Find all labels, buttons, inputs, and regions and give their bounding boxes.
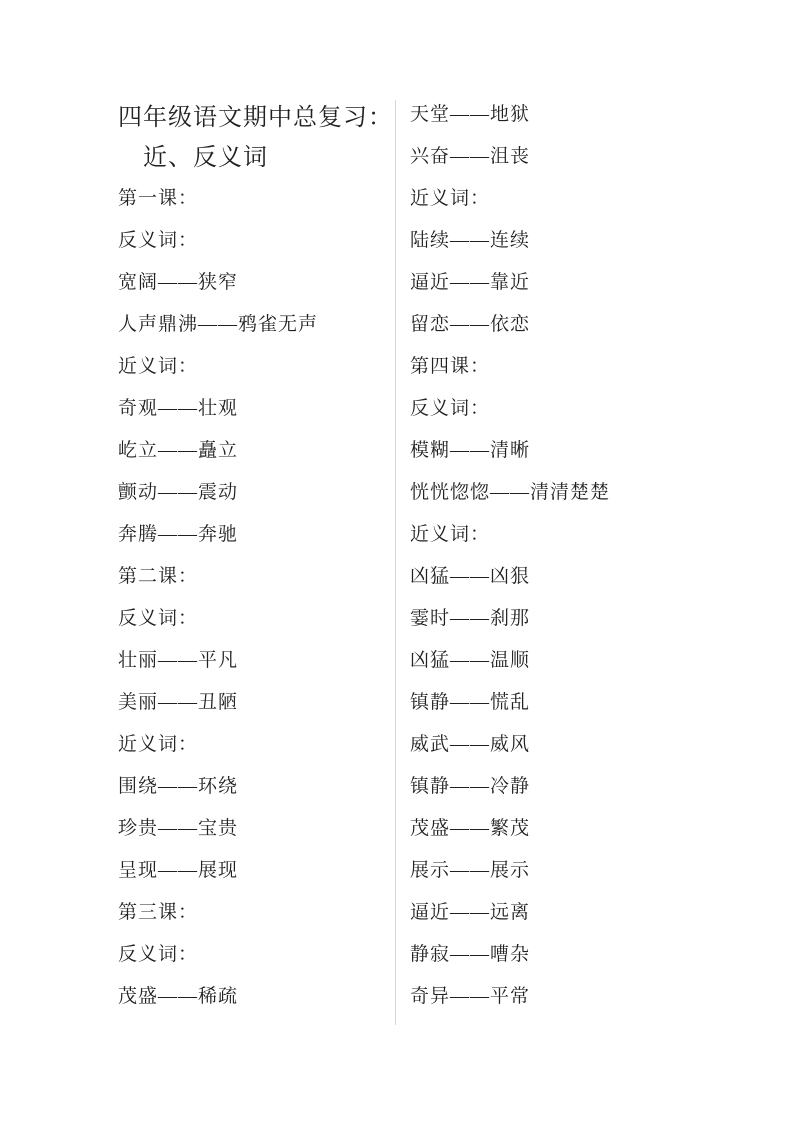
text-line: 展示——展示 <box>410 860 531 881</box>
left-column <box>118 98 393 1018</box>
text-line: 奔腾——奔驰 <box>118 524 239 545</box>
text-line: 霎时——刹那 <box>410 608 531 629</box>
document-title <box>118 98 393 178</box>
text-line: 珍贵——宝贵 <box>118 818 239 839</box>
text-line: 近义词： <box>118 734 199 755</box>
text-line: 反义词： <box>118 608 199 629</box>
text-line: 凶猛——凶狠 <box>410 566 531 587</box>
text-line: 围绕——环绕 <box>118 776 239 797</box>
document-title-line-1: 四年级语文期中总复习： <box>118 105 393 131</box>
text-line: 第一课： <box>118 188 199 209</box>
text-line: 茂盛——稀疏 <box>118 986 239 1007</box>
text-line: 反义词： <box>118 230 199 251</box>
text-line: 逼近——靠近 <box>410 272 531 293</box>
text-line: 第三课： <box>118 902 199 923</box>
text-line: 奇观——壮观 <box>118 398 239 419</box>
text-line: 镇静——冷静 <box>410 776 531 797</box>
text-line: 第四课： <box>410 356 491 377</box>
text-line: 第二课： <box>118 566 199 587</box>
column-divider <box>395 100 396 1025</box>
text-line: 颤动——震动 <box>118 482 239 503</box>
text-line: 凶猛——温顺 <box>410 650 531 671</box>
text-line: 茂盛——繁茂 <box>410 818 531 839</box>
text-line: 天堂——地狱 <box>410 104 531 125</box>
text-line: 美丽——丑陋 <box>118 692 239 713</box>
text-line: 近义词： <box>410 188 491 209</box>
document-title-line-2: 近、反义词 <box>143 145 268 171</box>
text-line: 奇异——平常 <box>410 986 531 1007</box>
text-line: 呈现——展现 <box>118 860 239 881</box>
text-line: 镇静——慌乱 <box>410 692 531 713</box>
text-line: 兴奋——沮丧 <box>410 146 531 167</box>
text-line: 壮丽——平凡 <box>118 650 239 671</box>
text-line: 恍恍惚惚——清清楚楚 <box>410 482 611 503</box>
right-column <box>410 94 700 1018</box>
text-line: 逼近——远离 <box>410 902 531 923</box>
text-line: 陆续——连续 <box>410 230 531 251</box>
text-line: 宽阔——狭窄 <box>118 272 239 293</box>
text-line: 反义词： <box>410 398 491 419</box>
text-line: 静寂——嘈杂 <box>410 944 531 965</box>
text-line: 留恋——依恋 <box>410 314 531 335</box>
text-line: 近义词： <box>118 356 199 377</box>
text-line: 威武——威风 <box>410 734 531 755</box>
text-line: 模糊——清晰 <box>410 440 531 461</box>
text-line: 反义词： <box>118 944 199 965</box>
text-line: 近义词： <box>410 524 491 545</box>
text-line: 人声鼎沸——鸦雀无声 <box>118 314 319 335</box>
text-line: 屹立——矗立 <box>118 440 239 461</box>
